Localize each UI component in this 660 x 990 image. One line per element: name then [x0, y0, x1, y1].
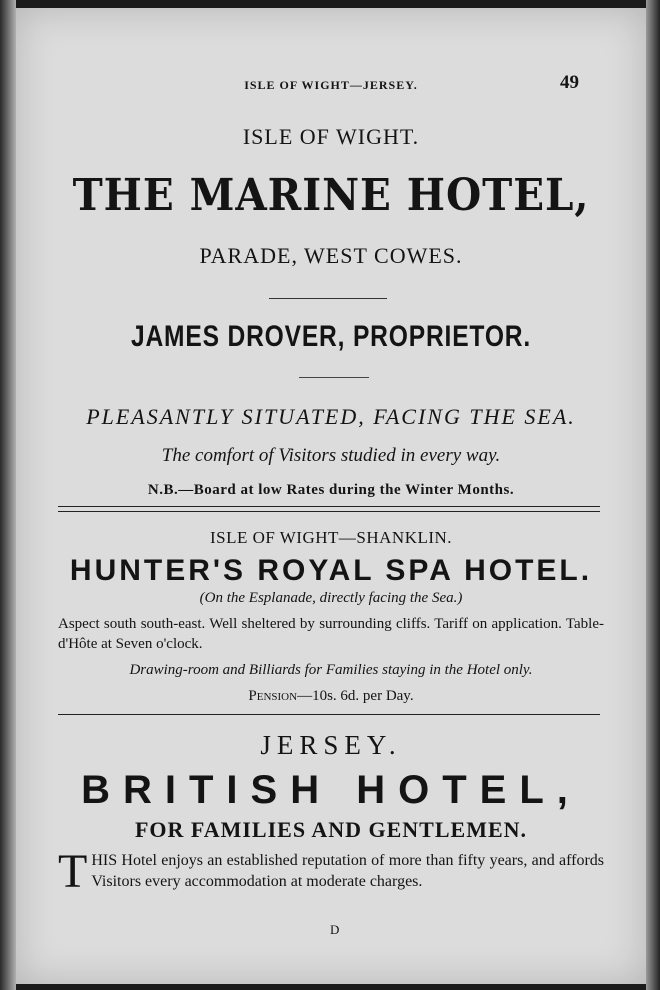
british-subtitle: FOR FAMILIES AND GENTLEMEN. — [134, 817, 528, 842]
marine-comfort-line: The comfort of Visitors studied in every way. — [161, 445, 501, 466]
hunters-pension-line — [16, 688, 646, 705]
british-hotel-name: BRITISH HOTEL, — [81, 768, 581, 812]
marine-region-heading: ISLE OF WIGHT. — [242, 124, 420, 149]
hunters-hotel-name: HUNTER'S ROYAL SPA HOTEL. — [69, 554, 593, 587]
pension-value: —10s. 6d. per Day. — [297, 688, 414, 704]
short-divider — [299, 377, 369, 378]
marine-winter-note: N.B.—Board at low Rates during the Winter Months. — [147, 482, 515, 498]
book-spine-edge — [0, 0, 16, 990]
hunters-description: Aspect south south-east. Well sheltered by surrounding cliffs. Tariff on application. Table-d'Hôte at Seven o'clock. — [58, 616, 604, 652]
marine-address: PARADE, WEST COWES. — [199, 243, 463, 268]
marine-situation: PLEASANTLY SITUATED, FACING THE SEA. — [86, 404, 576, 429]
short-divider — [269, 298, 387, 299]
pension-label: Pension — [248, 688, 298, 704]
signature-mark: D — [330, 922, 340, 937]
hunters-location: (On the Esplanade, directly facing the Sea.) — [199, 590, 463, 606]
section-divider — [58, 506, 600, 507]
hunters-region-heading: ISLE OF WIGHT—SHANKLIN. — [209, 528, 453, 547]
marine-hotel-name: THE MARINE HOTEL, — [72, 170, 590, 221]
british-description — [58, 845, 604, 898]
advertisement-page — [16, 8, 646, 984]
hunters-drawing-room-note: Drawing-room and Billiards for Families staying in the Hotel only. — [129, 662, 533, 678]
drop-cap: T — [58, 845, 88, 898]
marine-proprietor: JAMES DROVER, PROPRIETOR. — [130, 320, 532, 353]
british-body-text: HIS Hotel enjoys an established reputation of more than fifty years, and affords Visitors every accommodation at moderate charges. — [91, 852, 604, 890]
section-divider — [58, 714, 600, 715]
page-number: 49 — [560, 72, 579, 93]
page-right-edge — [646, 0, 660, 990]
british-region-heading: JERSEY. — [260, 730, 402, 760]
running-head: ISLE OF WIGHT—JERSEY. — [244, 78, 418, 92]
section-divider — [58, 511, 600, 512]
